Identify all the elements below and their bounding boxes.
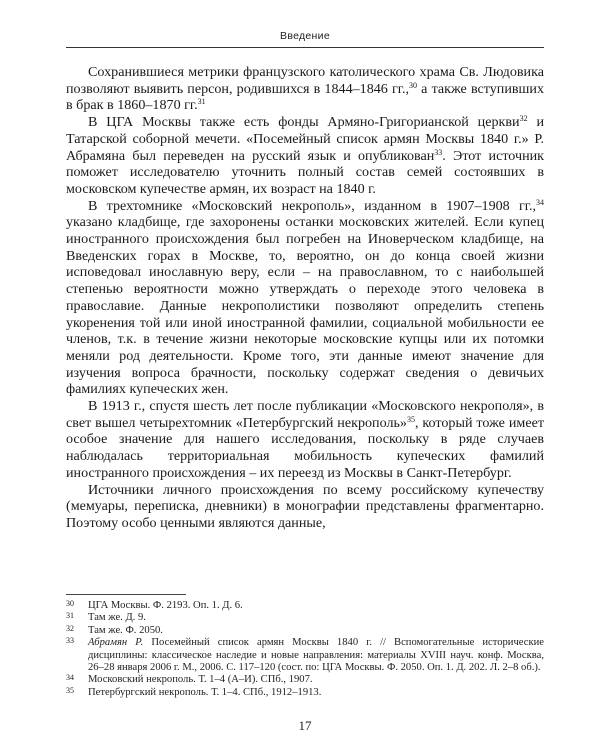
paragraph <box>66 64 544 114</box>
text-run: В трехтомнике «Московский некрополь», изданном в 1907–1908 гг., <box>88 197 536 214</box>
text-run: Источники личного происхождения по всему российскому купечеству (мемуары, переписка, дневники) в монографии представлены фрагментарно. Поэтому особо ценными являются данные, <box>66 481 544 531</box>
footnote-number: 35 <box>66 685 74 695</box>
paragraph <box>66 198 544 398</box>
text-run: Там же. Д. 9. <box>88 612 146 624</box>
text-run: В ЦГА Москвы также есть фонды Армяно-Григорианской церкви <box>88 114 520 131</box>
text-run: . Этот источник поможет исследователю уточнить полный состав семей состоявших в московском купечестве армян, их возраст на 1840 г. <box>66 147 544 197</box>
main-text <box>66 64 544 532</box>
footnote <box>66 600 544 612</box>
paragraph <box>66 398 544 482</box>
footnote-number: 30 <box>66 599 74 608</box>
footnote-ref: 32 <box>519 114 528 124</box>
footnote-number: 31 <box>66 611 74 621</box>
paragraph <box>66 114 544 198</box>
text-run: Петербургский некрополь. Т. 1–4. СПб., 1912–1913. <box>88 686 322 698</box>
footnote <box>66 674 544 686</box>
footnote-ref: 30 <box>409 80 418 90</box>
text-run: а также вступивших в брак в 1860–1870 гг. <box>66 80 544 114</box>
footnote-number: 32 <box>66 623 74 633</box>
footnote <box>66 687 544 699</box>
footnote-number: 33 <box>66 636 74 646</box>
footnote-number: 34 <box>66 673 74 683</box>
text-run: и Татарской соборной мечети. «Посемейный список армян Москвы 1840 г.» Р. Абрамяна был переведен на русский язык и опубликован <box>66 114 544 164</box>
text-run: Московский некрополь. Т. 1–4 (А–И). СПб., 1907. <box>88 674 313 686</box>
footnote <box>66 637 544 674</box>
footnote-ref: 31 <box>197 97 206 107</box>
footnote-ref: 35 <box>406 414 415 424</box>
text-run: ЦГА Москвы. Ф. 2193. Оп. 1. Д. 6. <box>88 600 243 611</box>
header-rule <box>66 47 544 48</box>
footnote-separator <box>66 594 186 595</box>
running-head: Введение <box>280 30 330 42</box>
footnote <box>66 612 544 624</box>
text-run: , который тоже имеет особое значение для нашего исследования, поскольку в ряде случаев наблюдалась территориальная мобильность купеческих фамилий иностранного происхождения – их переезд из Москвы в Санкт-Петербург. <box>66 414 544 481</box>
text-run: Посемейный список армян Москвы 1840 г. // Вспомогательные исторические дисциплины: классическое наследие и новые направления: материалы XVIII науч. конф. Москва, 26–28 января 2006 г. М., 2006. С. 117–120 (сост. по: ЦГА Москвы. Ф. 2050. Оп. 1. Д. 202. Л. 2–8 об.). <box>88 637 544 674</box>
footnote-ref: 34 <box>536 197 544 207</box>
footnotes <box>66 600 544 699</box>
text-run: указано кладбище, где захоронены останки московских жителей. Если купец иностранного происхождения был погребен на Иноверческом кладбище, на Введенских горах в Москве, то, вероятно, он до конца своей жизни исповедовал инославную веру, если – на православном, то с наибольшей степенью вероятности можно утверждать о переходе этого человека в православие. Данные некрополистики позволяют определить степень укоренения той или иной иностранной фамилии, социальной мобильности ее членов, т.к. в течение жизни некоторые московские купцы или их потомки меняли род деятельности. Кроме того, эти данные имеют значение для изучения вопроса брачности, поскольку содержат сведения о девичьих фамилиях купеческих жен. <box>66 214 544 398</box>
footnote-ref: 33 <box>434 147 443 157</box>
text-run: Там же. Ф. 2050. <box>88 624 163 636</box>
author-name: Абрамян Р. <box>88 637 144 649</box>
paragraph <box>66 482 544 532</box>
text-run: В 1913 г., спустя шесть лет после публикации «Московского некрополя», в свет вышел четырехтомник «Петербургский некрополь» <box>66 398 544 431</box>
text-run: Сохранившиеся метрики французского католического храма Св. Людовика позволяют выявить персон, родившихся в 1844–1846 гг., <box>66 64 544 97</box>
footnote <box>66 625 544 637</box>
page-number: 17 <box>298 718 312 733</box>
